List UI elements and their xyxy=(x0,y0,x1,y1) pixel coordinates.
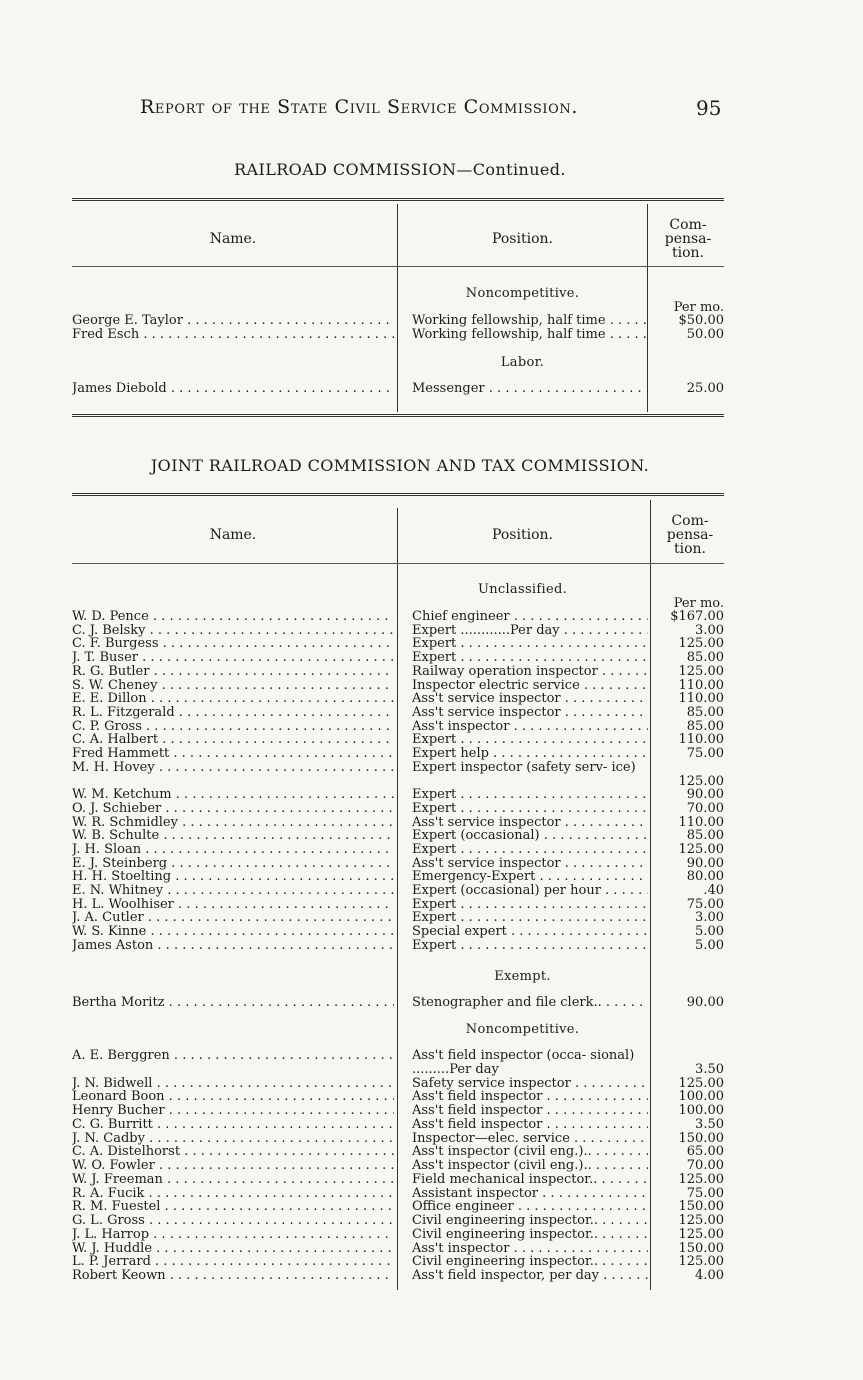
table-row xyxy=(72,665,724,679)
compensation-value: 5.00 xyxy=(695,937,724,953)
table-row xyxy=(72,1200,724,1214)
table-row xyxy=(72,857,724,871)
employee-name: George E. Taylor . . . xyxy=(72,314,394,328)
position-title: Chief engineer . . . xyxy=(412,610,648,624)
position-title: Ass't field inspector (occa- sional) .........Per day xyxy=(412,1049,635,1077)
position-title: Expert . . . xyxy=(412,843,648,857)
position-title: Emergency-Expert . . . xyxy=(412,870,648,884)
table-row xyxy=(72,1145,724,1159)
table-row xyxy=(72,816,724,830)
employee-name: S. W. Cheney . . . xyxy=(72,679,394,693)
compensation-value: 5.00 xyxy=(695,924,724,940)
compensation-value: .40 xyxy=(703,883,724,898)
page-number: 95 xyxy=(696,96,722,120)
position-title: Ass't service inspector . . . xyxy=(412,692,648,706)
compensation-value: 90.00 xyxy=(686,787,724,803)
header-compensation: Com- pensa- tion. xyxy=(664,217,712,261)
table-row xyxy=(72,1173,724,1187)
table-row xyxy=(72,1159,724,1173)
compensation-value: 25.00 xyxy=(686,381,724,396)
position-title: Ass't inspector . . . xyxy=(412,1242,648,1256)
employee-name: Bertha Moritz . . . xyxy=(72,996,394,1010)
employee-name: J. A. Cutler . . . xyxy=(72,911,394,925)
employee-name: R. G. Butler . . . xyxy=(72,665,394,679)
per-month-label: Per mo. xyxy=(673,596,724,611)
employee-name: W. M. Ketchum . . . xyxy=(72,788,394,802)
compensation-value: 100.00 xyxy=(678,1103,724,1118)
table-top-rule xyxy=(72,493,724,496)
position-title: Expert inspector (safety serv- ice) xyxy=(412,760,636,775)
employee-name: W. O. Fowler . . . xyxy=(72,1159,394,1173)
position-title: Special expert . . . xyxy=(412,925,648,939)
employee-name: J. H. Sloan . . . xyxy=(72,843,394,857)
table-row xyxy=(72,788,724,802)
compensation-value: 125.00 xyxy=(678,1075,724,1091)
position-title: Inspector electric service . . . xyxy=(412,679,648,693)
position-title: Ass't field inspector . . . xyxy=(412,1104,648,1118)
employee-name: C. J. Belsky . . . xyxy=(72,624,394,638)
table-row xyxy=(72,1118,724,1132)
table-row xyxy=(72,1255,724,1269)
column-divider xyxy=(397,204,398,412)
position-title: Ass't field inspector, per day . . . xyxy=(412,1269,648,1283)
table-row xyxy=(72,1049,724,1077)
table-row xyxy=(72,1214,724,1228)
employee-name: H. H. Stoelting . . . xyxy=(72,870,394,884)
compensation-value: 90.00 xyxy=(686,995,724,1010)
table-row xyxy=(72,802,724,816)
compensation-value: 3.00 xyxy=(695,622,724,638)
employee-name: J. L. Harrop . . . xyxy=(72,1228,394,1242)
compensation-value: 110.00 xyxy=(678,691,724,707)
compensation-value: 75.00 xyxy=(686,896,724,912)
position-title: Expert . . . xyxy=(412,802,648,816)
table-row xyxy=(72,1077,724,1091)
table-row xyxy=(72,1187,724,1201)
employee-name: James Aston . . . xyxy=(72,939,394,953)
table-row xyxy=(72,1242,724,1256)
employee-name: C. A. Halbert . . . xyxy=(72,733,394,747)
per-month-label: Per mo. xyxy=(673,300,724,315)
section-title-railroad-commission: RAILROAD COMMISSION—Continued. xyxy=(234,160,566,179)
table-row xyxy=(72,382,724,396)
employee-name: O. J. Schieber . . . xyxy=(72,802,394,816)
employee-name: E. J. Steinberg . . . xyxy=(72,857,394,871)
table-row xyxy=(72,1132,724,1146)
table-row xyxy=(72,843,724,857)
table-row xyxy=(72,720,724,734)
compensation-value: 75.00 xyxy=(686,1185,724,1201)
compensation-value: $50.00 xyxy=(678,313,724,328)
compensation-value: 75.00 xyxy=(686,746,724,761)
employee-name: G. L. Gross . . . xyxy=(72,1214,394,1228)
compensation-value: 125.00 xyxy=(678,773,724,789)
position-title: Expert (occasional) . . . xyxy=(412,829,648,843)
column-divider xyxy=(647,204,648,412)
compensation-value: 125.00 xyxy=(678,636,724,652)
compensation-value: 125.00 xyxy=(678,841,724,857)
position-title: Ass't service inspector . . . xyxy=(412,816,648,830)
compensation-value: 150.00 xyxy=(678,1240,724,1256)
employee-name: R. A. Fucik . . . xyxy=(72,1187,394,1201)
employee-name: M. H. Hovey . . . xyxy=(72,761,394,775)
table-row xyxy=(72,829,724,843)
table-row xyxy=(72,692,724,706)
compensation-value: 125.00 xyxy=(678,1213,724,1228)
compensation-value: 125.00 xyxy=(678,663,724,679)
table-row xyxy=(72,747,724,761)
compensation-value: 80.00 xyxy=(686,869,724,885)
table-row xyxy=(72,610,724,624)
compensation-value: 3.00 xyxy=(695,910,724,926)
table-row xyxy=(72,314,724,328)
category-noncompetitive: Noncompetitive. xyxy=(465,1022,580,1037)
employee-name: L. P. Jerrard . . . xyxy=(72,1255,394,1269)
table-row xyxy=(72,679,724,693)
compensation-value: 110.00 xyxy=(678,677,724,693)
employee-name: C. P. Gross . . . xyxy=(72,720,394,734)
position-title: Expert . . . xyxy=(412,939,648,953)
header-name: Name. xyxy=(209,527,257,543)
table-row xyxy=(72,1104,724,1118)
employee-name: C. A. Distelhorst . . . xyxy=(72,1145,394,1159)
table-row xyxy=(72,328,724,342)
compensation-value: 110.00 xyxy=(678,732,724,748)
table-row xyxy=(72,996,724,1010)
compensation-value: 85.00 xyxy=(686,650,724,666)
compensation-value: 150.00 xyxy=(678,1199,724,1215)
employee-name: W. B. Schulte . . . xyxy=(72,829,394,843)
position-title: Expert . . . xyxy=(412,651,648,665)
position-title: Inspector—elec. service . . . xyxy=(412,1132,648,1146)
category-unclassified: Unclassified. xyxy=(477,582,568,597)
header-bottom-rule xyxy=(72,266,724,267)
position-title: Expert . . . xyxy=(412,637,648,651)
position-title: Office engineer . . . xyxy=(412,1200,648,1214)
compensation-value: 150.00 xyxy=(678,1130,724,1146)
employee-name: J. N. Cadby . . . xyxy=(72,1132,394,1146)
compensation-value: 85.00 xyxy=(686,718,724,734)
header-compensation: Com- pensa- tion. xyxy=(666,513,714,557)
position-title: Working fellowship, half time . . . xyxy=(412,328,648,342)
employee-name: A. E. Berggren . . . xyxy=(72,1049,394,1063)
position-title: Assistant inspector . . . xyxy=(412,1187,648,1201)
employee-name: R. L. Fitzgerald . . . xyxy=(72,706,394,720)
employee-name: Fred Esch . . . xyxy=(72,328,394,342)
position-title: Railway operation inspector . . . xyxy=(412,665,648,679)
employee-name: Leonard Boon . . . xyxy=(72,1090,394,1104)
table-row xyxy=(72,884,724,898)
employee-name: E. N. Whitney . . . xyxy=(72,884,394,898)
position-title: Expert . . . xyxy=(412,911,648,925)
compensation-value: 125.00 xyxy=(678,1171,724,1187)
position-title: Field mechanical inspector.. . . . xyxy=(412,1173,648,1187)
position-title: Ass't inspector . . . xyxy=(412,720,648,734)
employee-name: W. D. Pence . . . xyxy=(72,610,394,624)
compensation-value: 125.00 xyxy=(678,1226,724,1242)
position-title: Ass't field inspector . . . xyxy=(412,1090,648,1104)
position-title: Expert help . . . xyxy=(412,747,648,761)
position-title: Messenger . . . xyxy=(412,382,648,396)
position-title: Expert . . . xyxy=(412,898,648,912)
compensation-value: 125.00 xyxy=(678,1254,724,1270)
compensation-value: 100.00 xyxy=(678,1089,724,1105)
position-title: Ass't service inspector . . . xyxy=(412,706,648,720)
compensation-value: 85.00 xyxy=(686,704,724,720)
compensation-value: 110.00 xyxy=(678,814,724,830)
employee-name: Fred Hammett . . . xyxy=(72,747,394,761)
position-title: Civil engineering inspector.. . . . xyxy=(412,1228,648,1242)
position-title: Ass't service inspector . . . xyxy=(412,857,648,871)
compensation-value: 50.00 xyxy=(686,327,724,342)
employee-name: E. E. Dillon . . . xyxy=(72,692,394,706)
table-row xyxy=(72,761,724,789)
position-title: Ass't inspector (civil eng.).. . . . xyxy=(412,1159,648,1173)
employee-name: C. G. Burritt . . . xyxy=(72,1118,394,1132)
position-title: Expert (occasional) per hour . . . xyxy=(412,884,648,898)
table-row xyxy=(72,706,724,720)
employee-name: W. S. Kinne . . . xyxy=(72,925,394,939)
compensation-value: 70.00 xyxy=(686,1158,724,1173)
compensation-value: 3.50 xyxy=(695,1062,724,1077)
table-row xyxy=(72,637,724,651)
employee-name: J. N. Bidwell . . . xyxy=(72,1077,394,1091)
employee-name: Henry Bucher . . . xyxy=(72,1104,394,1118)
header-bottom-rule xyxy=(72,563,724,564)
position-title: Expert ............Per day . . . xyxy=(412,624,648,638)
category-noncompetitive: Noncompetitive. xyxy=(465,286,580,301)
employee-name: W. J. Huddle . . . xyxy=(72,1242,394,1256)
table-row xyxy=(72,939,724,953)
employee-name: H. L. Woolhiser . . . xyxy=(72,898,394,912)
employee-name: James Diebold . . . xyxy=(72,382,394,396)
table-bottom-rule xyxy=(72,414,724,417)
table-row xyxy=(72,1228,724,1242)
table-row xyxy=(72,898,724,912)
position-title: Expert . . . xyxy=(412,788,648,802)
table-row xyxy=(72,925,724,939)
compensation-value: 3.50 xyxy=(695,1116,724,1132)
compensation-value: 70.00 xyxy=(686,800,724,816)
table-row xyxy=(72,870,724,884)
compensation-value: 4.00 xyxy=(695,1268,724,1283)
table-row xyxy=(72,624,724,638)
header-position: Position. xyxy=(492,231,553,247)
employee-name: W. J. Freeman . . . xyxy=(72,1173,394,1187)
running-head: Report of the State Civil Service Commission. xyxy=(140,96,579,118)
position-title: Safety service inspector . . . xyxy=(412,1077,648,1091)
position-title: Stenographer and file clerk.. . . . xyxy=(412,996,648,1010)
compensation-value: $167.00 xyxy=(670,609,724,624)
table-row xyxy=(72,911,724,925)
position-title: Civil engineering inspector.. . . . xyxy=(412,1255,648,1269)
category-exempt: Exempt. xyxy=(494,969,551,984)
table-row xyxy=(72,733,724,747)
compensation-value: 65.00 xyxy=(686,1144,724,1160)
table-row xyxy=(72,651,724,665)
employee-name: W. R. Schmidley . . . xyxy=(72,816,394,830)
employee-name: R. M. Fuestel . . . xyxy=(72,1200,394,1214)
category-labor: Labor. xyxy=(500,355,545,370)
position-title: Working fellowship, half time . . . xyxy=(412,314,648,328)
position-title: Ass't field inspector . . . xyxy=(412,1118,648,1132)
compensation-value: 90.00 xyxy=(686,855,724,871)
header-name: Name. xyxy=(209,231,257,247)
table-top-rule xyxy=(72,198,724,201)
compensation-value: 85.00 xyxy=(686,828,724,844)
employee-name: Robert Keown . . . xyxy=(72,1269,394,1283)
section-title-joint-commission: JOINT RAILROAD COMMISSION AND TAX COMMISSION. xyxy=(150,456,650,475)
employee-name: J. T. Buser . . . xyxy=(72,651,394,665)
position-title: Expert . . . xyxy=(412,733,648,747)
position-title: Ass't inspector (civil eng.).. . . . xyxy=(412,1145,648,1159)
header-position: Position. xyxy=(492,527,553,543)
table-row xyxy=(72,1269,724,1283)
position-title: Civil engineering inspector.. . . . xyxy=(412,1214,648,1228)
employee-name: C. F. Burgess . . . xyxy=(72,637,394,651)
table-row xyxy=(72,1090,724,1104)
